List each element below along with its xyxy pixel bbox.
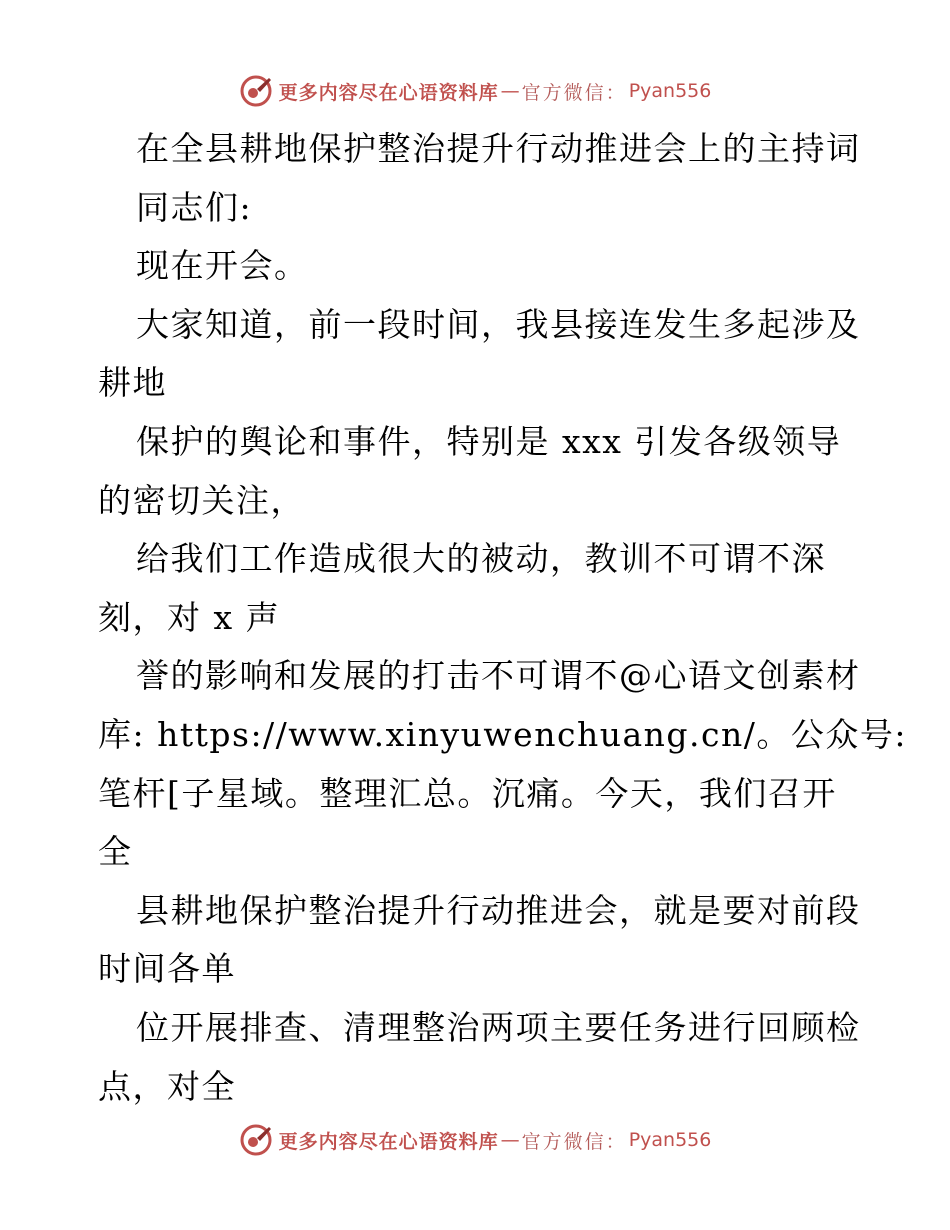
text-line: 刻，对 x 声 [98, 597, 281, 637]
banner-sub-text: 官方微信： [521, 81, 627, 104]
banner-dash: — [500, 1129, 520, 1151]
text-line: 誉的影响和发展的打击不可谓不@心语文创素材 [136, 656, 861, 696]
document-body [98, 120, 907, 1116]
text-line: 给我们工作造成很大的被动，教训不可谓不深 [136, 539, 826, 579]
text-line: 库: https://www.xinyuwenchuang.cn/。公众号: [98, 714, 907, 754]
text-line: 点，对全 [98, 1066, 236, 1106]
text-line: 全 [98, 832, 133, 872]
brand-logo-icon [239, 1123, 273, 1157]
text-line: 耕地 [98, 363, 167, 403]
banner-sub-text: 官方微信： [521, 1130, 627, 1153]
text-line: 时间各单 [98, 949, 236, 989]
banner-wechat-id: Pyan556 [628, 1129, 712, 1151]
banner-dash: — [500, 80, 520, 102]
brand-logo-icon [239, 74, 273, 108]
text-line: 同志们: [136, 187, 253, 227]
text-line: 位开展排查、清理整治两项主要任务进行回顾检 [136, 1007, 861, 1047]
text-line: 的密切关注， [98, 480, 305, 520]
text-line: 大家知道，前一段时间，我县接连发生多起涉及 [136, 304, 861, 344]
banner-wechat-id: Pyan556 [628, 80, 712, 102]
text-line: 县耕地保护整治提升行动推进会，就是要对前段 [136, 890, 861, 930]
header-watermark [0, 71, 950, 111]
banner-main-text: 更多内容尽在心语资料库 [278, 1130, 499, 1153]
document-title: 在全县耕地保护整治提升行动推进会上的主持词 [136, 129, 861, 168]
text-line: 保护的舆论和事件，特别是 xxx 引发各级领导 [136, 421, 842, 461]
text-line: 笔杆[子星域。整理汇总。沉痛。今天，我们召开 [98, 773, 837, 813]
text-line: 现在开会。 [136, 246, 309, 286]
banner-main-text: 更多内容尽在心语资料库 [278, 81, 499, 104]
footer-watermark [0, 1120, 950, 1160]
